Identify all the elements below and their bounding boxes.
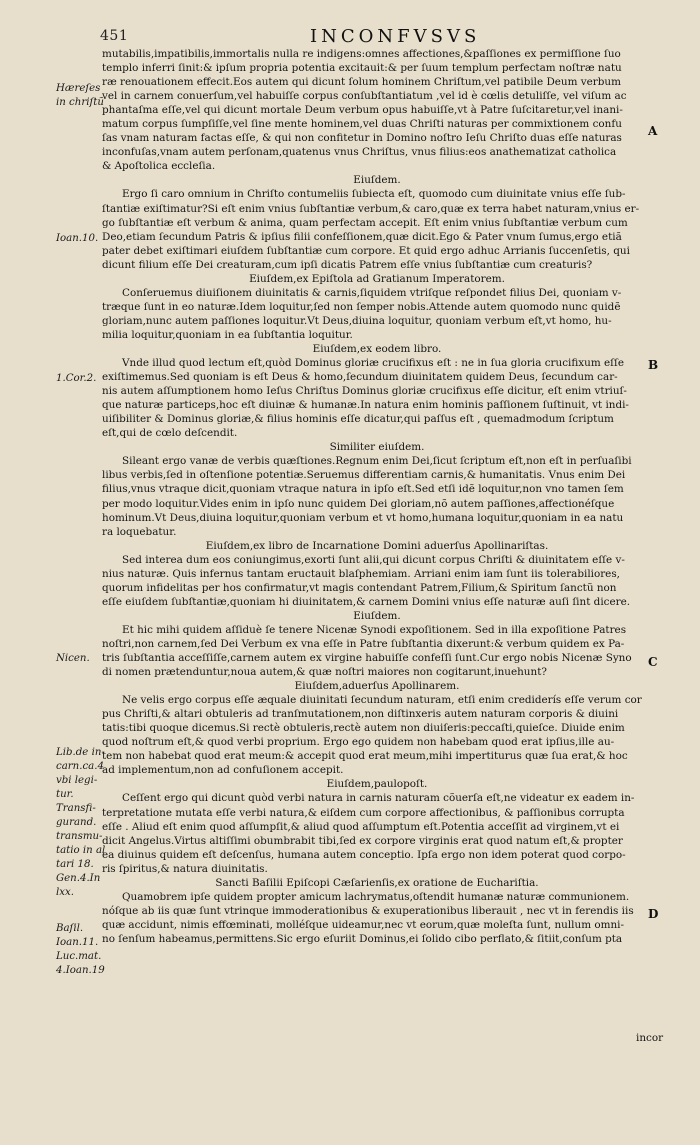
margin-note: carn.ca.4 [56,761,104,772]
text-line: milia loquitur,quoniam in ea ſubſtantia loquitur. [102,328,353,341]
margin-note: Hæreſes [56,83,101,94]
body-text [102,47,652,946]
text-line: go ſubſtantiæ eſt verbum & anima, quam perfectam accepit. Eſt enim vnius ſubſtantiæ verbum cum [102,216,628,229]
text-line: gloriam,nunc autem paſſiones loquitur.Vt Deus,diuina loquitur, quoniam verbum eſt,vt homo, hu- [102,314,612,327]
text-line: nóſque ab iis quæ ſunt vtrinque immoderationibus & exuperationibus liberauit , nec vt in ferendis iis [102,904,634,917]
section-heading: Eiuſdem. [353,609,401,622]
section-letter: C [648,655,658,669]
text-line: pater debet exiſtimari eiuſdem ſubſtantiæ cum corpore. Et quid ergo adhuc Arrianis ſuccenſetis, qui [102,244,630,257]
text-line: ſas vnam naturam factas eſſe, & qui non confitetur in Domino noſtro Ieſu Chriſto duas eſſe naturas [102,132,622,145]
margin-note: Ioan.10. [56,233,99,244]
margin-note: 1.Cor.2. [56,373,97,384]
text-line: Ceſſent ergo qui dicunt quòd verbi natura in carnis naturam cõuerſa eſt,ne videatur ex eadem in- [122,792,635,805]
text-line: dicit Angelus.Virtus altiſſimi obumbrabit tibi,ſed ex corpore virginis erat quod natum eſt,& propter [102,834,623,847]
text-line: Quamobrem ipſe quidem propter amicum lachrymatus,oſtendit humanæ naturæ communionem. [122,890,630,903]
text-line: pus Chriſti,& altari obtuleris ad tranſmutationem,non diſtinxeris autem naturam corporis & diuini [102,708,619,721]
text-line: ra loquebatur. [102,525,177,538]
running-head: INCONFVSVS [310,26,481,47]
section-heading: Eiuſdem,ex Epiſtola ad Gratianum Imperatorem. [249,272,505,285]
text-line: per modo loquitur.Vides enim in ipſo nunc quidem Dei gloriam,nõ autem paſſiones,affectionéſque [102,497,615,510]
text-line: inconfuſas,vnam autem perſonam,quatenus vnus Chriſtus, vnus filius:eos anathematizat catholica [102,146,617,159]
text-line: mutabilis,impatibilis,immortalis nulla re indigens:omnes affectiones,&paſſiones ex permiſſione ſuo [102,48,621,60]
catchword: incor [636,1032,664,1044]
section-heading: Eiuſdem. [353,174,401,187]
text-line: Sileant ergo vanæ de verbis quæſtiones.Regnum enim Dei,ſicut ſcriptum eſt,non eſt in perſuaſibi [122,455,632,468]
section-letter: D [648,907,659,921]
text-line: matum corpus ſumpſiſſe,vel ſine mente hominem,vel duas Chriſti naturas per commixtionem confu [102,118,622,131]
section-heading: Eiuſdem,paulopoſt. [326,778,428,791]
text-line: quod noſtrum eſt,& quod verbi proprium. Ergo ego quidem non habebam quod erat ipſius,ille au- [102,736,615,749]
margin-note: in chriſtũ [56,97,104,108]
text-line: quæ accidunt, nimis effœminati, molléſque uideamur,nec vt eorum,quæ moleſta ſunt, nullum omni- [102,918,624,931]
text-line: tem non habebat quod erat meum:& accepit quod erat meum,mihi impertiturus quæ ſua erat,& hoc [102,750,628,763]
text-line: ræ renouationem effecit.Eos autem qui dicunt ſolum hominem Chriſtum,vel patibile Deum verbum [102,76,621,89]
margin-note: Transfi- [56,803,96,814]
page-number: 451 [100,28,129,44]
section-heading: Eiuſdem,ex libro de Incarnatione Domini aduerſus Apollinariſtas. [205,539,549,552]
section-heading: Similiter eiuſdem. [329,441,425,454]
text-line: que naturæ particeps,hoc eſt diuinæ & humanæ.In natura enim hominis paſſionem ſuſtinuit, vt indi- [102,399,629,412]
text-line: libus verbis,ſed in oſtenſione potentiæ.Seruemus differentiam carnis,& humanitatis. Vnus enim Dei [102,469,626,482]
text-line: phantaſma eſſe,vel qui dicunt mortale Deum verbum opus habuiſſe,vt à Patre ſuſcitaretur,vel inani- [102,104,623,117]
text-line: Deo,etiam ſecundum Patris & ipſius filii confeſſionem,quæ dicit.Ego & Pater vnum ſumus,ergo etiã [102,230,622,243]
margin-note: Baſil. [56,923,84,934]
text-line: & Apoſtolica eccleſia. [102,160,216,173]
text-line: Et hic mihi quidem aſſiduè ſe tenere Nicenæ Synodi expoſitionem. Sed in illa expoſitione Patres [122,623,627,636]
section-letter: B [648,358,659,372]
text-line: filius,vnus vtraque dicit,quoniam vtraque natura in ipſo eſt.Sed etſi idẽ loquitur,non vno tamen ſem [102,483,624,496]
text-line: eſt,qui de cœlo deſcendit. [102,427,238,440]
text-line: terpretatione mutata eſſe verbi natura,& eiſdem cum corpore affectionibus, & paſſionibus corrupta [102,806,625,819]
text-line: quorum infidelitas per hos confirmatur,vt magis contendant Patrem,Filium,& Spiritum ſanctũ non [102,581,617,594]
margin-note: Gen.4.In [56,873,101,884]
text-line: Ergo ſi caro omnium in Chriſto contumeliis ſubiecta eſt, quomodo cum diuinitate vnius eſſe ſub- [122,188,626,201]
text-line: ſtantiæ exiſtimatur?Si eſt enim vnius ſubſtantiæ verbum,& caro,quæ ex terra habet naturam,vnius er- [102,202,640,215]
margin-note: vbi legi- [56,775,98,786]
text-line: dicunt filium eſſe Dei creaturam,cum ipſi dicatis Patrem eſſe vnius ſubſtantiæ cum creaturis? [102,258,593,271]
margin-note: Luc.mat. [56,951,102,962]
text-line: vel in carnem conuerſum,vel habuiſſe corpus conſubſtantiatum ,vel id è cœlis detuliſſe, vel viſum ac [102,90,627,103]
margin-note: tari 18. [56,859,94,870]
text-line: templo inferri ſinit:& ipſum propria potentia excitauit:& per ſuum templum perfectam noſtræ natu [102,62,622,75]
text-line: exiſtimemus.Sed quoniam is eſt Deus & homo,ſecundum diuinitatem quidem Deus, ſecundum car- [102,371,618,384]
margin-note: transmu- [56,831,103,842]
text-line: nius naturæ. Quis infernus tantam eructauit blaſphemiam. Arriani enim iam ſunt iis tolerabiliores, [102,567,620,580]
section-heading: Sancti Baſilii Epiſcopi Cæſarienſis,ex oratione de Euchariſtia. [215,876,539,889]
text-line: tatis:tibi quoque dicemus.Si rectè obtuleris,rectè autem non diuiſeris:peccaſti,quieſce. Diuide enim [102,722,625,735]
section-heading: Eiuſdem,ex eodem libro. [312,342,442,355]
margin-note: lxx. [56,887,74,898]
section-heading: Eiuſdem,aduerſus Apollinarem. [294,680,460,693]
text-line: ris ſpiritus,& natura diuinitatis. [102,862,268,875]
margin-note: tur. [56,789,74,800]
text-line: ad implementum,non ad confuſionem accepit. [102,764,344,777]
text-line: uiſibiliter & Dominus gloriæ,& filius hominis eſſe dicatur,qui paſſus eſt , quemadmodum ſcriptum [102,413,614,426]
text-line: Conſeruemus diuiſionem diuinitatis & carnis,ſiquidem vtriſque reſpondet filius Dei, quoniam v- [122,286,622,299]
margin-note: Nicen. [56,653,90,664]
text-line: no ſenſum habeamus,permittens.Sic ergo eſuriit Dominus,ei ſolido cibo perflato,& ſitiit,conſum pta [102,932,623,945]
text-line: Vnde illud quod lectum eſt,quòd Dominus gloriæ crucifixus eſt : ne in ſua gloria crucifixum eſſe [122,357,624,370]
text-line: di nomen prætenduntur,noua autem,& quæ noſtri maiores non cogitarunt,inuehunt? [102,666,547,679]
text-line: nis autem aſſumptionem homo Ieſus Chriſtus Dominus gloriæ crucifixus eſſe dicitur, eſt enim vtriuſ- [102,385,627,398]
section-letter: A [648,124,658,138]
text-line: tris ſubſtantia acceſſiſſe,carnem autem ex virgine habuiſſe confeſſi ſunt.Cur ergo nobis Nicenæ Syno [102,652,632,665]
margin-note: gurand. [56,817,97,828]
margin-note: tatio in al [56,845,106,856]
text-line: eſſe eiuſdem ſubſtantiæ,quoniam hi diuinitatem,& carnem Domini vnius eſſe naturæ auſi ſint dicere. [102,595,631,608]
margin-note: 4.Ioan.19 [56,965,105,976]
text-line: Ne velis ergo corpus eſſe æquale diuinitati ſecundum naturam, etſi enim crediderís eſſe verum cor [122,694,642,707]
text-line: noſtri,non carnem,ſed Dei Verbum ex vna eſſe in Patre ſubſtantia dixerunt:& verbum quidem ex Pa- [102,637,625,650]
text-line: Sed interea dum eos coniungimus,exorti ſunt alii,qui dicunt corpus Chriſti & diuinitatem eſſe v- [122,553,625,566]
text-line: eſſe . Aliud eſt enim quod aſſumpſit,& aliud quod aſſumptum eſt.Potentia acceſſit ad virginem,vt ei [102,820,620,833]
text-line: hominum.Vt Deus,diuina loquitur,quoniam verbum et vt homo,humana loquitur,quoniam in ea natu [102,511,624,524]
text-line: ea diuinus quidem eſt deſcenſus, humana autem conceptio. Ipſa ergo non idem poterat quod corpo- [102,848,626,861]
text-line: træque ſunt in eo naturæ.Idem loquitur,ſed non ſemper nobis.Attende autem quomodo nunc quidẽ [102,300,621,313]
margin-note: Ioan.11. [56,937,99,948]
margin-note: Lib.de in- [56,747,105,758]
